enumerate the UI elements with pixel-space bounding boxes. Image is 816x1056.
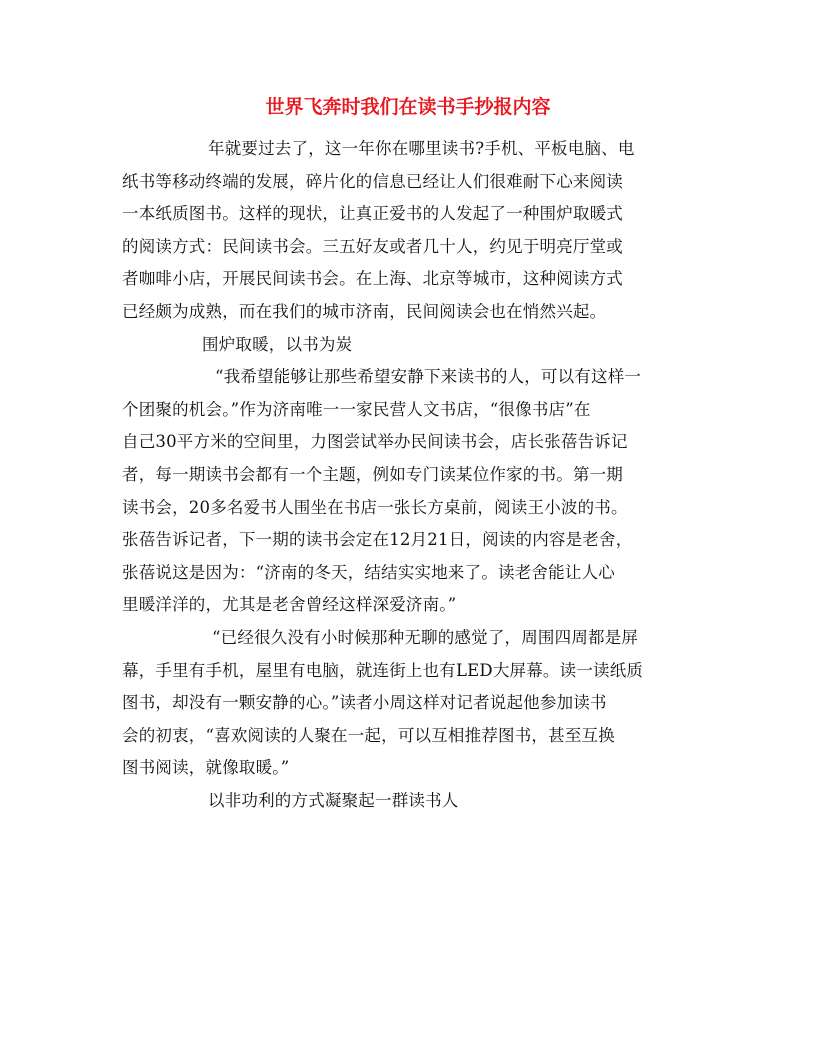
paragraph-1-line-5: 者咖啡小店，开展民间读书会。在上海、北京等城市，这种阅读方式 [122,269,623,289]
paragraph-4-line-2: 幕，手里有手机，屋里有电脑，就连街上也有LED大屏幕。读一读纸质 [122,660,644,680]
paragraph-1-line-6: 已经颇为成熟，而在我们的城市济南，民间阅读会也在悄然兴起。 [122,301,607,321]
paragraph-1-line-4: 的阅读方式：民间读书会。三五好友或者几十人，约见于明亮厅堂或 [122,236,623,256]
paragraph-1-line-1: 年就要过去了，这一年你在哪里读书?手机、平板电脑、电 [208,139,635,158]
paragraph-3-line-8: 里暖洋洋的，尤其是老舍曾经这样深爱济南。” [122,595,457,615]
paragraph-3-line-1: “我希望能够让那些希望安静下来读书的人，可以有这样一 [215,367,642,387]
paragraph-3-line-4: 者，每一期读书会都有一个主题，例如专门读某位作家的书。第一期 [122,464,623,484]
paragraph-3-line-5: 读书会，20多名爱书人围坐在书店一张长方桌前，阅读王小波的书。 [122,497,628,517]
paragraph-3-line-6: 张蓓告诉记者，下一期的读书会定在12月21日，阅读的内容是老舍， [122,530,633,550]
paragraph-3-line-7: 张蓓说这是因为：“济南的冬天，结结实实地来了。读老舍能让人心 [122,562,615,582]
paragraph-1-line-2: 纸书等移动终端的发展，碎片化的信息已经让人们很难耐下心来阅读 [122,171,623,191]
paragraph-1-line-3: 一本纸质图书。这样的现状，让真正爱书的人发起了一种围炉取暖式 [122,204,623,224]
paragraph-4-line-3: 图书，却没有一颗安静的心。”读者小周这样对记者说起他参加读书 [122,693,607,713]
paragraph-4-line-4: 会的初衷，“喜欢阅读的人聚在一起，可以互相推荐图书，甚至互换 [122,725,615,745]
document-title: 世界飞奔时我们在读书手抄报内容 [265,96,551,118]
subheading-2: 以非功利的方式凝聚起一群读书人 [208,790,459,810]
paragraph-3-line-2: 个团聚的机会。”作为济南唯一一家民营人文书店，“很像书店”在 [122,399,591,419]
paragraph-4-line-5: 图书阅读，就像取暖。” [122,758,290,778]
document-body [122,133,687,817]
paragraph-3-line-3: 自己30平方米的空间里，力图尝试举办民间读书会，店长张蓓告诉记 [122,432,628,452]
subheading-1: 围炉取暖，以书为炭 [202,334,353,354]
paragraph-4-line-1: “已经很久没有小时候那种无聊的感觉了，周围四周都是屏 [212,627,639,647]
